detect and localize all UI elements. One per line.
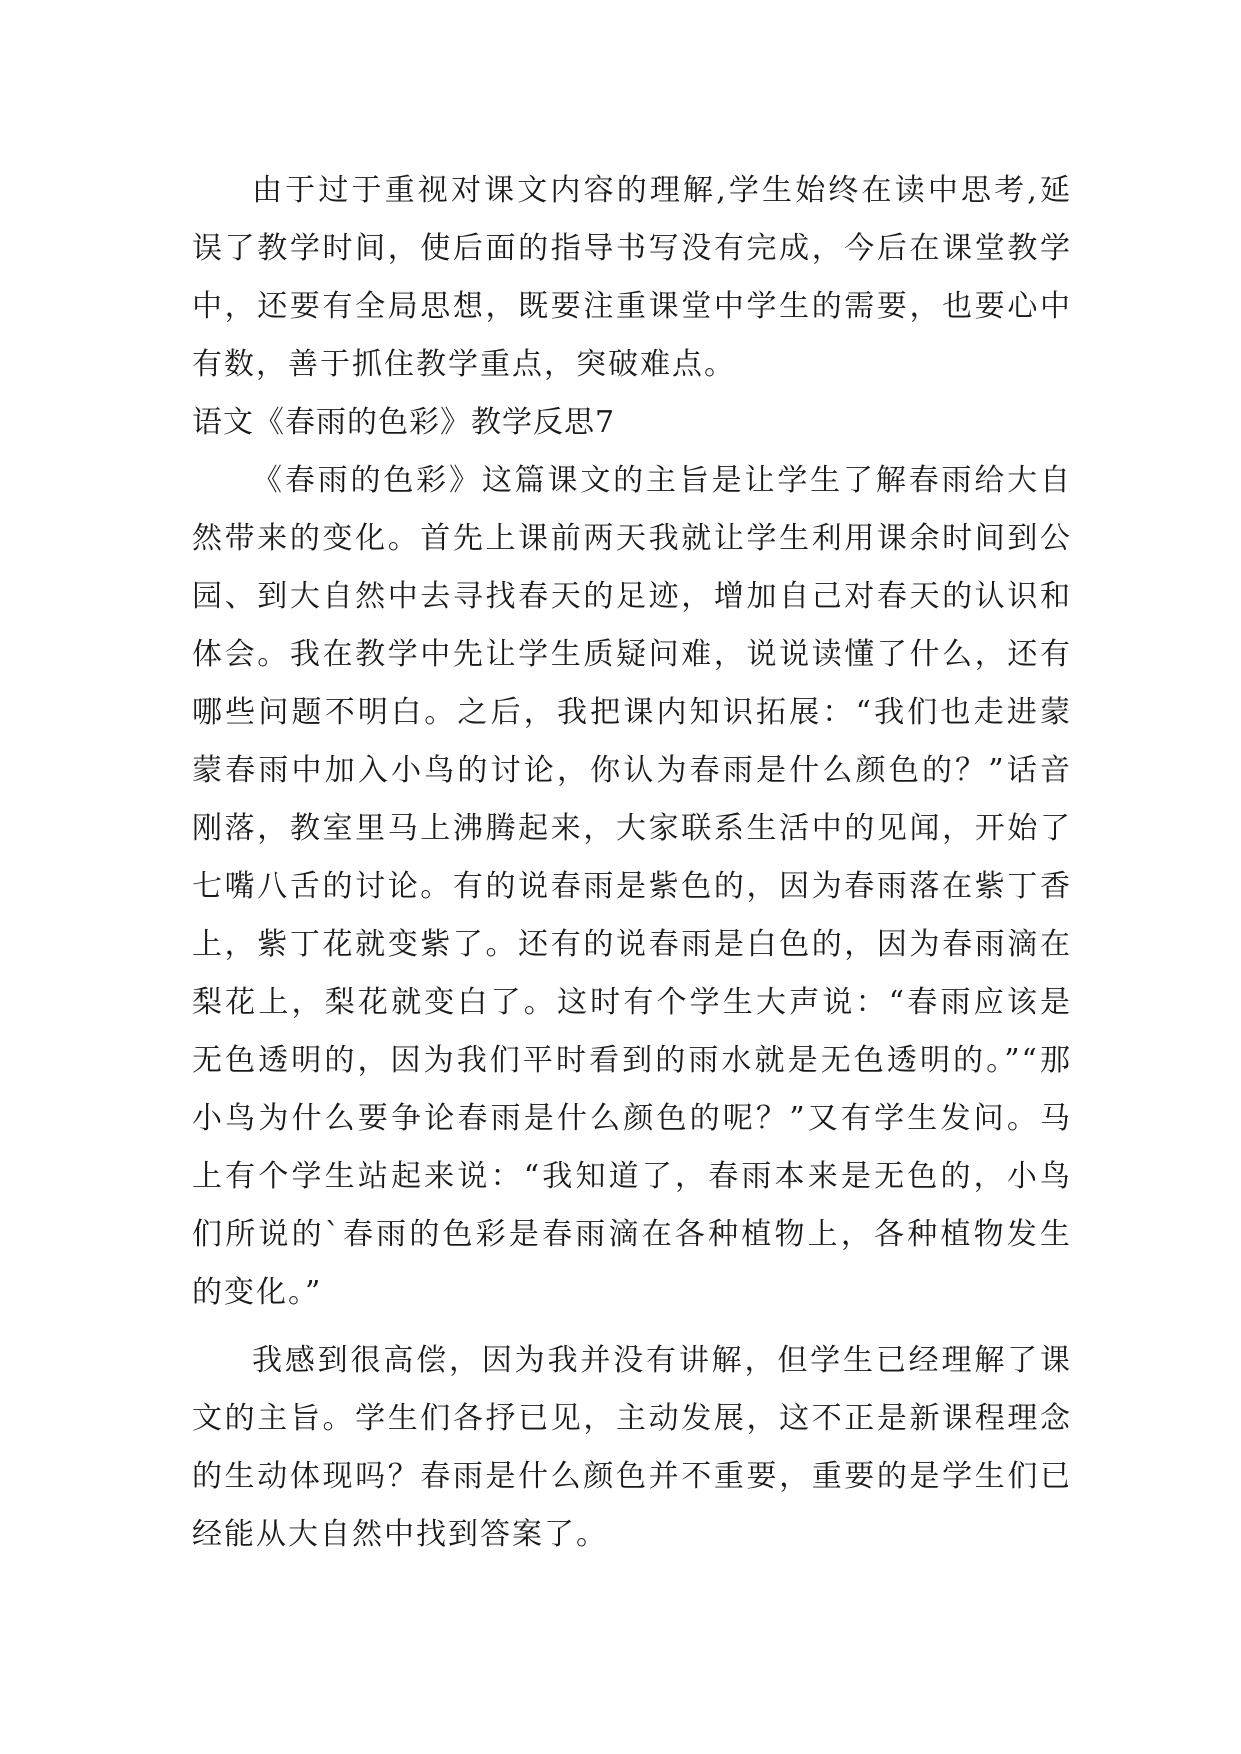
section-heading: 语文《春雨的色彩》教学反思7 — [192, 405, 616, 440]
document-body — [192, 162, 1072, 1564]
paragraph-continuation: 由于过于重视对课文内容的理解,学生始终在读中思考,延误了教学时间，使后面的指导书写没有完成，今后在课堂教学中，还要有全局思想，既要注重课堂中学生的需要，也要心中有数，善于抓住教学重点，突破难点。 — [192, 173, 1072, 382]
paragraph-reflection: 《春雨的色彩》这篇课文的主旨是让学生了解春雨给大自然带来的变化。首先上课前两天我就让学生利用课余时间到公园、到大自然中去寻找春天的足迹，增加自己对春天的认识和体会。我在教学中先让学生质疑问难，说说读懂了什么，还有哪些问题不明白。之后，我把课内知识拓展：“我们也走进蒙蒙春雨中加入小鸟的讨论，你认为春雨是什么颜色的？”话音刚落，教室里马上沸腾起来，大家联系生活中的见闻，开始了七嘴八舌的讨论。有的说春雨是紫色的，因为春雨落在紫丁香上，紫丁花就变紫了。还有的说春雨是白色的，因为春雨滴在梨花上，梨花就变白了。这时有个学生大声说：“春雨应该是无色透明的，因为我们平时看到的雨水就是无色透明的。”“那小鸟为什么要争论春雨是什么颜色的呢？”又有学生发问。马上有个学生站起来说：“我知道了，春雨本来是无色的，小鸟们所说的`春雨的色彩是春雨滴在各种植物上，各种植物发生的变化。” — [192, 463, 1072, 1310]
paragraph-gap — [192, 1322, 1072, 1332]
paragraph-conclusion: 我感到很高偿，因为我并没有讲解，但学生已经理解了课文的主旨。学生们各抒已见，主动发展，这不正是新课程理念的生动体现吗？春雨是什么颜色并不重要，重要的是学生们已经能从大自然中找到答案了。 — [192, 1343, 1072, 1552]
